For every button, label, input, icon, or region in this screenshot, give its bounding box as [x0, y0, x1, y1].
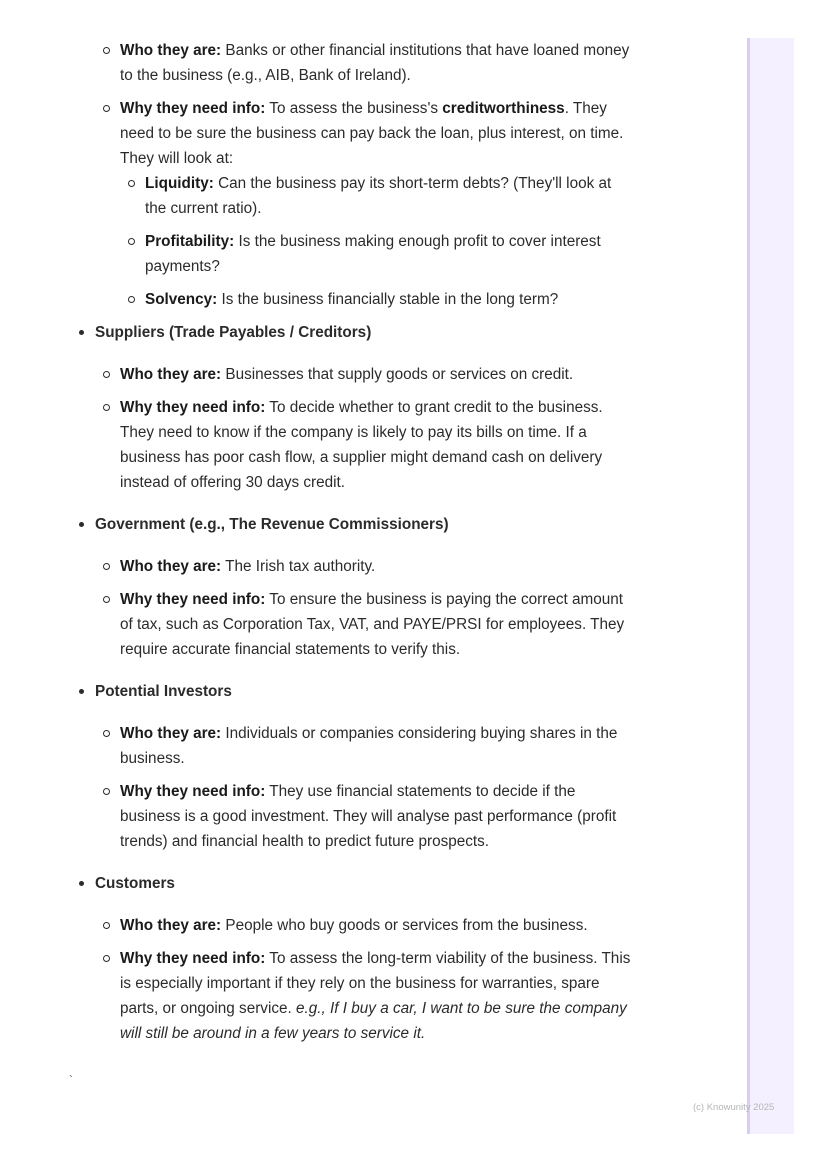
item-text: To assess the business's — [265, 100, 443, 117]
stakeholder-list — [0, 320, 740, 1046]
item-label: Liquidity: — [145, 175, 214, 192]
list-item — [95, 779, 635, 854]
lenders-group — [0, 38, 740, 312]
item-label: Solvency: — [145, 291, 218, 308]
item-text: Banks or other financial institutions that have loaned money to the business (e.g., AIB, Bank of Ireland). — [120, 42, 630, 84]
stakeholder-investors — [0, 679, 740, 854]
group-items — [95, 554, 740, 662]
item-text: To assess the long-term viability of the business. This is especially important if they rely on the business for warranties, spare parts, or ongoing service. — [120, 950, 631, 1017]
group-heading: Suppliers (Trade Payables / Creditors) — [95, 320, 740, 345]
item-label: Who they are: — [120, 558, 222, 575]
group-heading: Customers — [95, 871, 740, 896]
stakeholder-government — [0, 512, 740, 662]
item-label: Why they need info: — [120, 399, 266, 416]
item-text: To ensure the business is paying the correct amount of tax, such as Corporation Tax, VAT, and PAYE/PRSI for employees. They require accurate financial statements to verify this. — [120, 591, 625, 658]
item-label: Why they need info: — [120, 950, 266, 967]
group-items — [95, 721, 740, 854]
margin-sidebar — [747, 38, 794, 1134]
list-item — [95, 554, 635, 579]
item-label: Why they need info: — [120, 100, 266, 117]
bold-term: creditworthiness — [442, 100, 565, 117]
group-items — [95, 362, 740, 495]
item-text: . They need to be sure the business can pay back the loan, plus interest, on time. They will look at: — [120, 100, 624, 167]
list-item — [95, 96, 635, 312]
list-item — [95, 587, 635, 662]
sublist — [120, 171, 635, 312]
item-text: The Irish tax authority. — [221, 558, 376, 575]
list-item — [95, 362, 635, 387]
item-text: Is the business making enough profit to cover interest payments? — [145, 233, 601, 275]
item-text: Individuals or companies considering buying shares in the business. — [120, 725, 618, 767]
list-item — [95, 946, 635, 1046]
content — [0, 38, 740, 1063]
stakeholder-customers — [0, 871, 740, 1046]
item-text: Businesses that supply goods or services on credit. — [221, 366, 574, 383]
group-heading: Government (e.g., The Revenue Commissioners) — [95, 512, 740, 537]
stakeholder-suppliers — [0, 320, 740, 495]
sublist-item — [120, 229, 615, 279]
list-item — [95, 38, 635, 88]
item-text: To decide whether to grant credit to the business. They need to know if the company is likely to pay its bills on time. If a business has poor cash flow, a supplier might demand cash on delivery instead of offering 30 days credit. — [120, 399, 603, 491]
item-text: Is the business financially stable in the long term? — [217, 291, 559, 308]
group-heading: Potential Investors — [95, 679, 740, 704]
item-label: Why they need info: — [120, 591, 266, 608]
italic-example: e.g., If I buy a car, I want to be sure the company will still be around in a few years to service it. — [120, 1000, 627, 1042]
footer-copyright: (c) Knowunity 2025 — [693, 1102, 775, 1113]
item-label: Who they are: — [120, 725, 222, 742]
list-item — [95, 721, 635, 771]
item-text: They use financial statements to decide if the business is a good investment. They will analyse past performance (profit trends) and financial health to predict future prospects. — [120, 783, 617, 850]
item-label: Why they need info: — [120, 783, 266, 800]
item-text: Can the business pay its short-term debts? (They'll look at the current ratio). — [145, 175, 612, 217]
list-item — [95, 395, 635, 495]
item-label: Who they are: — [120, 917, 222, 934]
lenders-list — [95, 38, 740, 312]
item-label: Who they are: — [120, 42, 222, 59]
group-items — [95, 913, 740, 1046]
item-label: Who they are: — [120, 366, 222, 383]
sublist-item — [120, 287, 615, 312]
list-item — [95, 913, 635, 938]
item-label: Profitability: — [145, 233, 235, 250]
sublist-item — [120, 171, 615, 221]
item-text: People who buy goods or services from the business. — [221, 917, 588, 934]
stray-mark: ` — [69, 1073, 73, 1087]
